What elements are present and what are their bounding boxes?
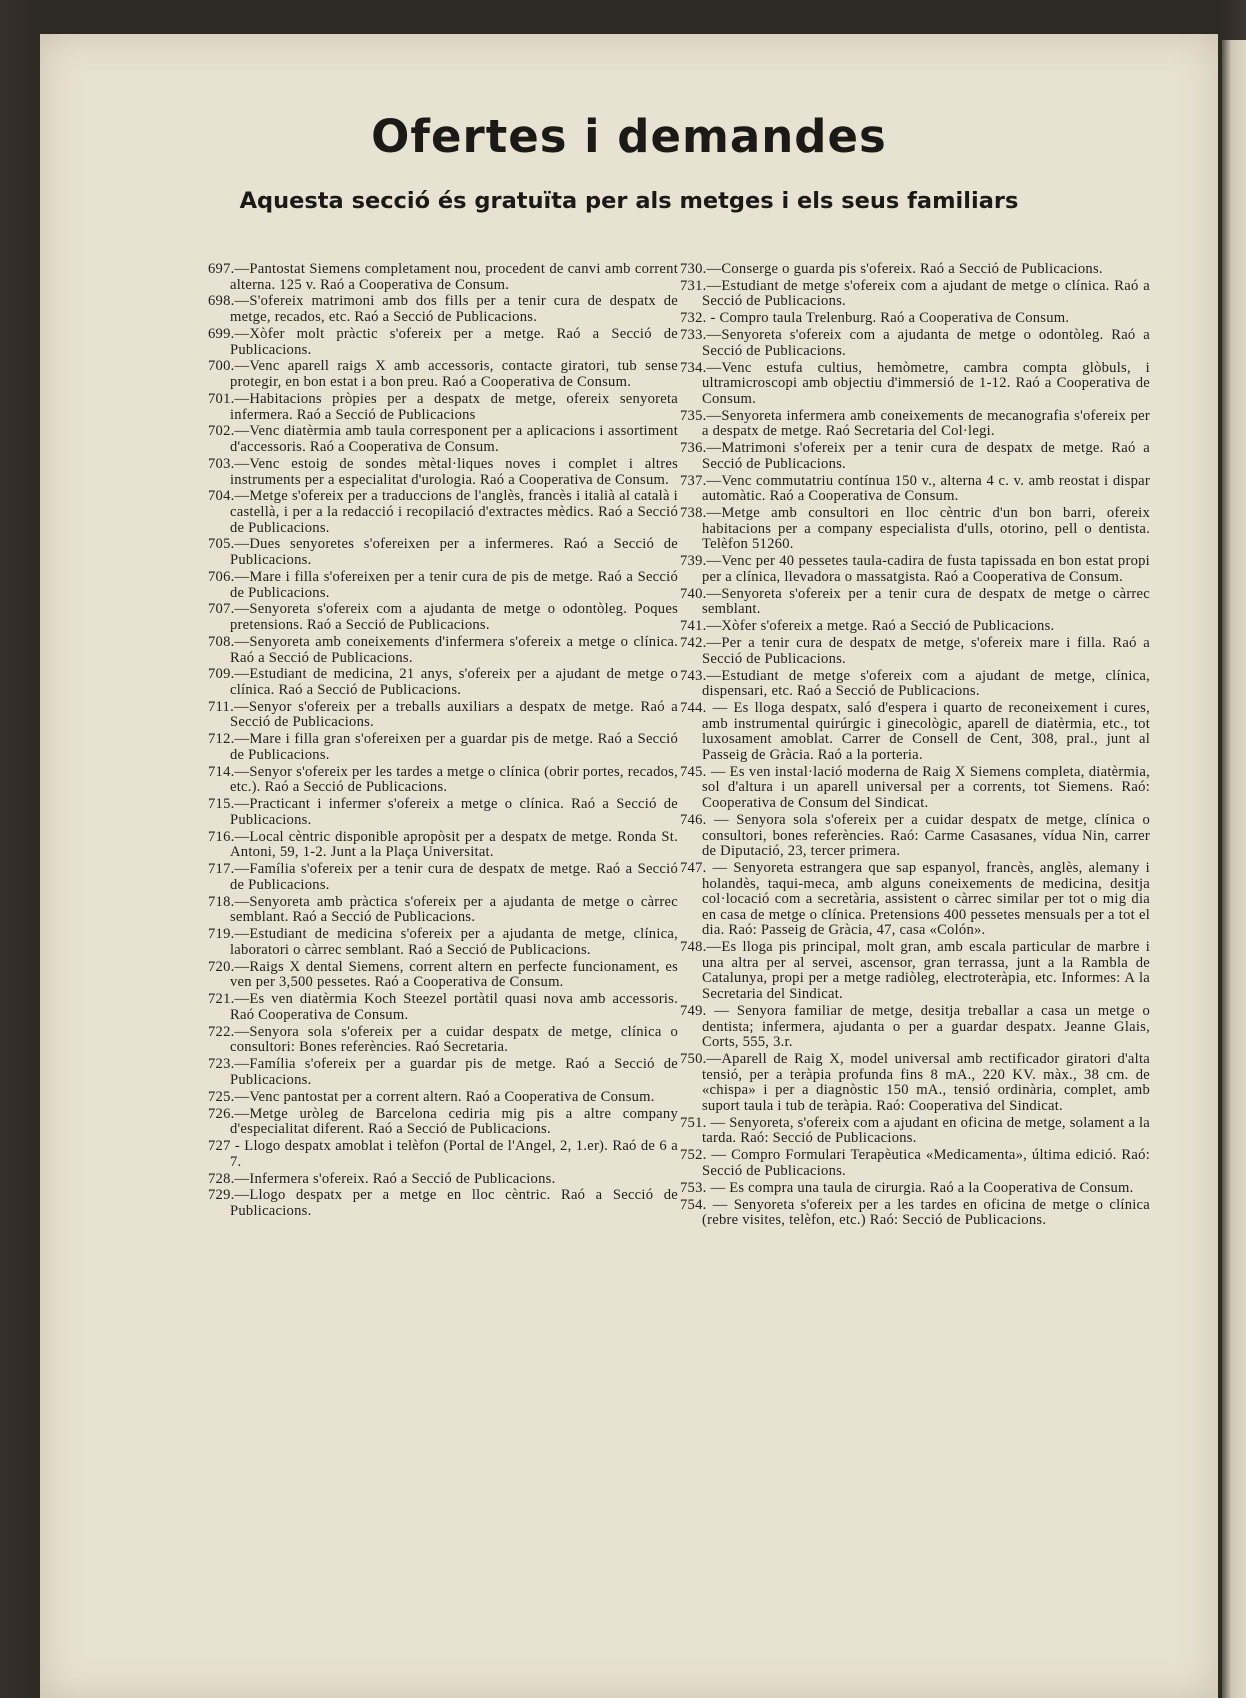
ad-number: 720. [208, 958, 235, 975]
classified-ad [680, 669, 1150, 700]
ad-text: — Senyoreta, s'ofereix com a ajudant en oficina de metge, solament a la tarda. Raó: Secció de Publicacions. [702, 1114, 1150, 1147]
ad-number: 701. [208, 390, 235, 407]
classified-ad [208, 765, 678, 796]
classified-ad [680, 409, 1150, 440]
ad-text: —Habitacions pròpies per a despatx de metge, ofereix senyoreta infermera. Raó a Secció de Publicacions [230, 390, 678, 423]
ad-number: 731. [680, 277, 707, 294]
ad-number: 743. [680, 667, 707, 684]
classified-ad [208, 732, 678, 763]
classified-ad [208, 1090, 678, 1106]
ad-number: 727 [208, 1138, 231, 1155]
classified-ad [208, 294, 678, 325]
ad-text: —Mare i filla s'ofereixen per a tenir cura de pis de metge. Raó a Secció de Publicacions. [230, 568, 678, 601]
ad-text: —Conserge o guarda pis s'ofereix. Raó a Secció de Publicacions. [706, 261, 1103, 277]
ad-number: 712. [208, 731, 235, 748]
classified-ad [680, 1181, 1150, 1197]
ad-number: 732. [680, 310, 707, 327]
classified-ad [680, 328, 1150, 359]
classified-ad [680, 1052, 1150, 1114]
ad-text: —Estudiant de metge s'ofereix com a ajudant de metge o clínica. Raó a Secció de Publicacions. [702, 277, 1150, 310]
classified-ad [680, 619, 1150, 635]
ad-text: —Raigs X dental Siemens, corrent altern en perfecte funcionament, es ven per 3,500 pessetes. Raó a Cooperativa de Consum. [230, 958, 678, 991]
classified-ad [680, 701, 1150, 763]
ad-text: —Senyor s'ofereix per les tardes a metge o clínica (obrir portes, recados, etc.). Raó a Secció de Publicacions. [230, 763, 678, 796]
ad-number: 744. [680, 700, 707, 717]
ad-number: 726. [208, 1105, 235, 1122]
ad-number: 705. [208, 536, 235, 553]
classified-ad [208, 327, 678, 358]
ad-number: 709. [208, 666, 235, 683]
ad-text: —Senyoreta amb coneixements d'infermera s'ofereix a metge o clínica. Raó a Secció de Publicacions. [230, 633, 678, 666]
classified-ad [680, 587, 1150, 618]
classified-ad [680, 861, 1150, 939]
ad-text: —Senyora sola s'ofereix per a cuidar despatx de metge, clínica o consultori: Bones referències. Raó Secretaria. [230, 1023, 678, 1056]
ad-number: 719. [208, 926, 235, 943]
ad-number: 737. [680, 472, 707, 489]
ad-number: 747. [680, 860, 707, 877]
ad-text: —Metge amb consultori en lloc cèntric d'un bon barri, ofereix habitacions per a company especialista d'ulls, otorino, pell o dentista. Telèfon 51260. [702, 505, 1150, 553]
ad-text: —Practicant i infermer s'ofereix a metge o clínica. Raó a Secció de Publicacions. [230, 796, 678, 828]
classified-ad [208, 489, 678, 536]
classified-ad [208, 1172, 678, 1188]
ad-number: 746. [680, 811, 707, 828]
classified-ad [208, 570, 678, 601]
ad-number: 736. [680, 440, 707, 457]
classified-ad [680, 1198, 1150, 1229]
ad-number: 742. [680, 635, 707, 652]
classified-ad [680, 765, 1150, 812]
classified-ad [680, 506, 1150, 553]
ad-number: 706. [208, 568, 235, 585]
classified-ad [680, 441, 1150, 472]
ad-number: 741. [680, 618, 707, 635]
ad-text: —Pantostat Siemens completament nou, procedent de canvi amb corrent alterna. 125 v. Raó a Cooperativa de Consum. [230, 261, 678, 293]
right-column [680, 262, 1150, 1230]
ad-number: 703. [208, 455, 235, 472]
ad-number: 725. [208, 1088, 235, 1105]
ad-text: — Es lloga despatx, saló d'espera i quarto de reconeixement i cures, amb instrumental quirúrgic i ginecològic, aparell de diatèrmia, etc., tot luxosament amoblat. Carrer de Consell de Cent, 308, pral., junt al Passeig de Gràcia. Raó a la porteria. [702, 700, 1150, 763]
ad-text: —Es ven diatèrmia Koch Steezel portàtil quasi nova amb accessoris. Raó Cooperativa de Consum. [230, 991, 678, 1023]
ad-number: 750. [680, 1051, 707, 1068]
classified-ad [680, 474, 1150, 505]
ad-number: 707. [208, 601, 235, 618]
ad-text: —Venc diatèrmia amb taula corresponent per a aplicacions i assortiment d'accessoris. Raó a Cooperativa de Consum. [230, 423, 678, 456]
classified-ad [680, 279, 1150, 310]
left-column [208, 262, 678, 1221]
ad-text: —Venc estufa cultius, hemòmetre, cambra compta glòbuls, i ultramicroscopi amb objectiu d'immersió de 1-12. Raó a Cooperativa de Consum. [702, 359, 1150, 407]
ad-number: 718. [208, 893, 235, 910]
classified-ad [208, 635, 678, 666]
ad-text: —Família s'ofereix per a guardar pis de metge. Raó a Secció de Publicacions. [230, 1056, 678, 1088]
ad-number: 745. [680, 763, 707, 780]
ad-number: 728. [208, 1170, 235, 1187]
ad-text: —Dues senyoretes s'ofereixen per a infermeres. Raó a Secció de Publicacions. [230, 536, 678, 569]
ad-text: —Llogo despatx per a metge en lloc cèntric. Raó a Secció de Publicacions. [230, 1187, 678, 1220]
ad-number: 735. [680, 407, 707, 424]
classified-ad [680, 361, 1150, 408]
classified-ad [208, 262, 678, 293]
classified-ad [208, 1139, 678, 1170]
ad-text: —Venc aparell raigs X amb accessoris, contacte giratori, tub sense protegir, en bon estat i a bon preu. Raó a Cooperativa de Consum. [230, 358, 678, 391]
ad-number: 704. [208, 488, 235, 505]
ad-text: - Compro taula Trelenburg. Raó a Cooperativa de Consum. [706, 310, 1070, 327]
classified-ad [680, 1116, 1150, 1147]
ad-number: 752. [680, 1147, 707, 1164]
ad-text: —Família s'ofereix per a tenir cura de despatx de metge. Raó a Secció de Publicacions. [230, 861, 678, 893]
ad-text: — Senyora sola s'ofereix per a cuidar despatx de metge, clínica o consultori, bones referències. Raó: Carme Casasanes, vídua Nin, carrer de Diputació, 23, tercer primera. [702, 811, 1150, 860]
classified-ad [208, 602, 678, 633]
ad-text: —Mare i filla gran s'ofereixen per a guardar pis de metge. Raó a Secció de Publicacions. [230, 731, 678, 763]
ad-number: 753. [680, 1179, 707, 1196]
classified-ad [208, 457, 678, 488]
facing-page-edge [1222, 40, 1246, 1698]
ad-text: — Es compra una taula de cirurgia. Raó a la Cooperativa de Consum. [706, 1179, 1134, 1196]
ad-text: —Senyoreta infermera amb coneixements de mecanografia s'ofereix per a despatx de metge. Raó Secretaria del Col·legi. [702, 407, 1150, 440]
classified-ad [208, 700, 678, 731]
ad-text: - Llogo despatx amoblat i telèfon (Portal de l'Angel, 2, 1.er). Raó de 6 a 7. [230, 1138, 678, 1170]
ad-number: 702. [208, 423, 235, 440]
ad-number: 733. [680, 327, 707, 344]
classified-ad [208, 667, 678, 698]
ad-text: —Estudiant de medicina s'ofereix per a ajudanta de metge, clínica, laboratori o càrrec semblant. Raó a Secció de Publicacions. [230, 926, 678, 958]
ad-text: —Local cèntric disponible apropòsit per a despatx de metge. Ronda St. Antoni, 59, 1-2. Junt a la Plaça Universitat. [230, 828, 678, 861]
classified-ad [680, 311, 1150, 327]
ad-text: —Xòfer s'ofereix a metge. Raó a Secció de Publicacions. [706, 618, 1055, 635]
page-title: Ofertes i demandes [371, 110, 887, 163]
ad-number: 738. [680, 505, 707, 522]
ad-number: 723. [208, 1056, 235, 1073]
ad-text: — Senyora familiar de metge, desitja treballar a casa un metge o dentista; infermera, ajudanta o per a guardar despatx. Jeanne Glais, Corts, 555, 3.r. [702, 1002, 1150, 1051]
ad-number: 739. [680, 553, 707, 570]
classified-ad [680, 262, 1150, 278]
ad-number: 716. [208, 828, 235, 845]
classified-ad [208, 359, 678, 390]
ad-text: —Senyoreta amb pràctica s'ofereix per a ajudanta de metge o càrrec semblant. Raó a Secció de Publicacions. [230, 893, 678, 926]
ad-number: 721. [208, 991, 235, 1008]
ad-text: —Senyoreta s'ofereix com a ajudanta de metge o odontòleg. Poques pretensions. Raó a Secció de Publicacions. [230, 601, 678, 634]
ad-text: — Senyoreta s'ofereix per a les tardes en oficina de metge o clínica (rebre visites, telèfon, etc.) Raó: Secció de Publicacions. [702, 1196, 1150, 1229]
classified-ad [208, 392, 678, 423]
ad-number: 717. [208, 861, 235, 878]
ad-text: —Estudiant de medicina, 21 anys, s'ofereix per a ajudant de metge o clínica. Raó a Secció de Publicacions. [230, 666, 678, 698]
classified-ad [208, 960, 678, 991]
ad-text: —Matrimoni s'ofereix per a tenir cura de despatx de metge. Raó a Secció de Publicacions. [702, 440, 1150, 472]
ad-number: 748. [680, 939, 707, 956]
classified-ad [208, 1057, 678, 1088]
classified-ad [680, 1004, 1150, 1051]
ad-number: 754. [680, 1196, 707, 1213]
ad-number: 697. [208, 261, 235, 277]
classified-ad [208, 797, 678, 828]
ad-number: 711. [208, 698, 234, 715]
ad-number: 714. [208, 763, 235, 780]
ad-text: —Es lloga pis principal, molt gran, amb escala particular de marbre i una altra per al servei, ascensor, gran terrassa, junt a la Rambla de Catalunya, propi per a metge radiòleg, electroteràpia, etc. Informes: A la Secretaria del Sindicat. [702, 939, 1150, 1003]
ad-text: —Metge uròleg de Barcelona cediria mig pis a altre company d'especialitat diferent. Raó a Secció de Publicacions. [230, 1105, 678, 1138]
ad-text: —Venc commutatriu contínua 150 v., alterna 4 c. v. amb reostat i dispar automàtic. Raó a Cooperativa de Consum. [702, 472, 1150, 505]
ad-text: —Infermera s'ofereix. Raó a Secció de Publicacions. [234, 1170, 556, 1187]
ad-number: 749. [680, 1002, 707, 1019]
ad-number: 722. [208, 1023, 235, 1040]
ad-number: 698. [208, 293, 235, 310]
classified-ad [208, 1107, 678, 1138]
ad-text: —Aparell de Raig X, model universal amb rectificador giratori d'alta tensió, per a teràpia profunda fins 8 mA., 220 KV. màx., 38 cm. de «chispa» i per a diagnòstic 150 mA., tensió ordinària, complet, amb suport taula i tub de teràpia. Raó: Cooperativa del Sindicat. [702, 1051, 1150, 1114]
ad-text: —Estudiant de metge s'ofereix com a ajudant de metge, clínica, dispensari, etc. Raó a Secció de Publicacions. [702, 667, 1150, 700]
ad-text: — Es ven instal·lació moderna de Raig X Siemens completa, diatèrmia, sol d'altura i un aparell universal per a corrents, tot Siemens. Raó: Cooperativa de Consum del Sindicat. [702, 763, 1150, 812]
classified-ad [208, 424, 678, 455]
ad-text: —Venc pantostat per a corrent altern. Raó a Cooperativa de Consum. [234, 1088, 655, 1105]
ad-text: — Compro Formulari Terapèutica «Medicamenta», última edició. Raó: Secció de Publicacions. [702, 1147, 1150, 1179]
ad-number: 708. [208, 633, 235, 650]
classified-ad [208, 895, 678, 926]
ad-number: 699. [208, 325, 235, 342]
ad-text: —Senyoreta s'ofereix com a ajudanta de metge o odontòleg. Raó a Secció de Publicacions. [702, 327, 1150, 359]
classified-ad [208, 1188, 678, 1219]
classified-ad [208, 830, 678, 861]
ad-number: 740. [680, 585, 707, 602]
classified-ad [208, 1025, 678, 1056]
ad-text: —Metge s'ofereix per a traduccions de l'anglès, francès i italià al català i castellà, i per a la redacció i recopilació d'extractes mèdics. Raó a Secció de Publicacions. [230, 488, 678, 536]
ad-number: 730. [680, 261, 707, 277]
classified-ad [208, 992, 678, 1023]
page-subtitle: Aquesta secció és gratuïta per als metges i els seus familiars [239, 188, 1019, 214]
classified-ad [208, 862, 678, 893]
ad-number: 715. [208, 796, 235, 813]
ad-text: —Per a tenir cura de despatx de metge, s'ofereix mare i filla. Raó a Secció de Publicacions. [702, 635, 1150, 667]
classified-ad [680, 940, 1150, 1002]
page [40, 34, 1218, 1698]
ad-text: —Senyor s'ofereix per a treballs auxiliars a despatx de metge. Raó a Secció de Publicacions. [230, 698, 678, 731]
classified-ad [680, 554, 1150, 585]
ad-number: 700. [208, 358, 235, 375]
classified-ad [208, 927, 678, 958]
classified-ad [208, 537, 678, 568]
ad-number: 734. [680, 359, 707, 376]
ad-text: — Senyoreta estrangera que sap espanyol, francès, anglès, alemany i holandès, taqui-meca, amb alguns coneixements de medicina, desitja col·locació com a secretària, assistent o càrrec similar per tot o mig dia en casa de metge o clínica. Pretensions 400 pessetes mensuals per a tot el dia. Raó: Passeig de Gràcia, 47, casa «Colón». [702, 860, 1150, 939]
classified-ad [680, 1148, 1150, 1179]
ad-number: 729. [208, 1187, 235, 1204]
ad-text: —Venc per 40 pessetes taula-cadira de fusta tapissada en bon estat propi per a clínica, llevadora o massatgista. Raó a Cooperativa de Consum. [702, 553, 1150, 585]
ad-number: 751. [680, 1114, 707, 1131]
ad-text: —Senyoreta s'ofereix per a tenir cura de despatx de metge o càrrec semblant. [702, 585, 1150, 618]
ad-text: —S'ofereix matrimoni amb dos fills per a tenir cura de despatx de metge, recados, etc. Raó a Secció de Publicacions. [230, 293, 678, 326]
ad-text: —Venc estoig de sondes mètal·liques noves i complet i altres instruments per a especialitat d'urologia. Raó a Cooperativa de Consum. [230, 455, 678, 488]
classified-ad [680, 813, 1150, 860]
classified-ad [680, 636, 1150, 667]
ad-text: —Xòfer molt pràctic s'ofereix per a metge. Raó a Secció de Publicacions. [230, 325, 678, 358]
